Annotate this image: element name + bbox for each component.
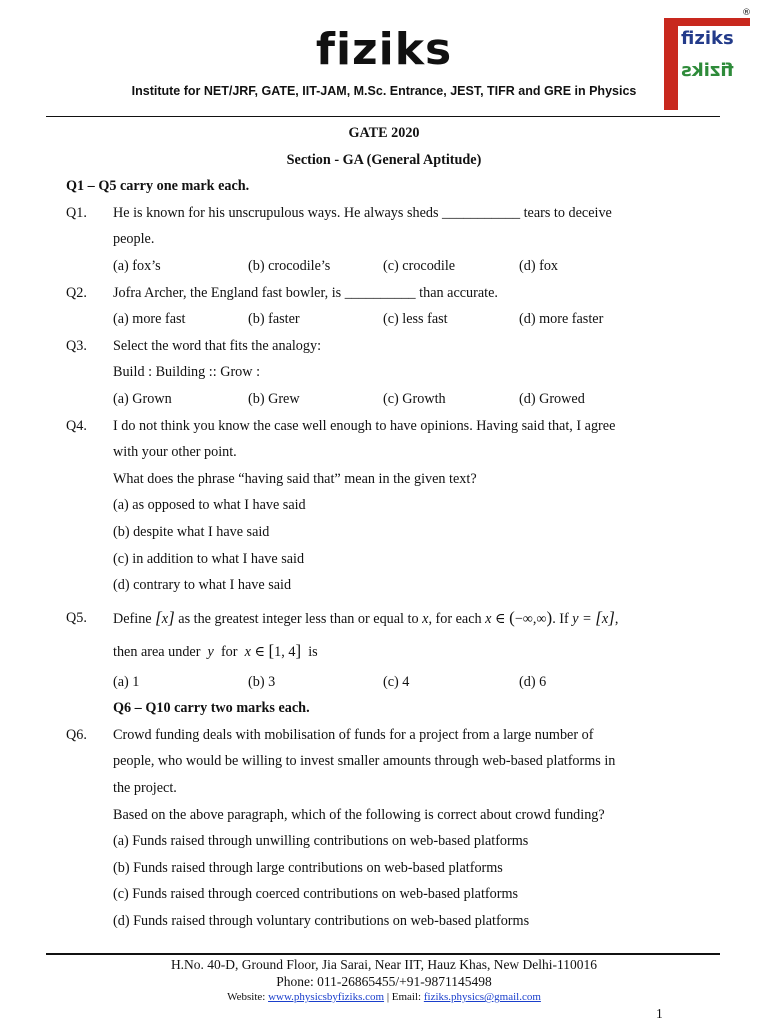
footer	[0, 956, 768, 1005]
question-paper	[0, 120, 768, 935]
question-prompt: Based on the above paragraph, which of the following is correct about crowd funding?	[113, 806, 605, 823]
options-row	[113, 386, 768, 413]
option-d: (d) more faster	[519, 311, 604, 328]
part2-heading: Q6 – Q10 carry two marks each.	[113, 700, 310, 717]
option-b: (b) Grew	[248, 390, 300, 407]
analogy-text: Build : Building :: Grow :	[113, 364, 261, 381]
question-3	[0, 333, 768, 413]
math-y-def: y = [x]	[572, 607, 615, 627]
question-text-end: the project.	[113, 780, 177, 797]
institute-tagline: Institute for NET/JRF, GATE, IIT-JAM, M.Sc. Entrance, JEST, TIFR and GRE in Physics	[131, 84, 637, 98]
text-define: Define	[113, 610, 152, 627]
question-number: Q4.	[66, 417, 87, 434]
question-text-cont	[113, 634, 768, 669]
option-a: (a) Grown	[113, 390, 172, 407]
text-area-under: then area under	[113, 643, 201, 660]
question-text-cont: with your other point.	[113, 444, 237, 461]
question-6	[0, 722, 768, 935]
option-a: (a) more fast	[113, 311, 186, 328]
question-prompt: What does the phrase “having said that” mean in the given text?	[113, 470, 477, 487]
text-is: is	[308, 643, 318, 660]
question-text: Crowd funding deals with mobilisation of funds for a project from a large number of	[113, 726, 594, 743]
option-c: (c) Growth	[383, 390, 446, 407]
footer-address: H.No. 40-D, Ground Floor, Jia Sarai, Near IIT, Hauz Khas, New Delhi-110016	[170, 957, 598, 972]
math-floor-x: [x]	[155, 607, 175, 627]
options-row	[113, 306, 768, 333]
registered-mark: ®	[742, 8, 751, 18]
text-for-each: , for each	[428, 610, 482, 627]
question-text: He is known for his unscrupulous ways. He always sheds ___________ tears to deceive	[113, 204, 612, 221]
footer-phone: Phone: 011-26865455/+91-9871145498	[276, 974, 492, 989]
option-d: (d) Growed	[519, 390, 585, 407]
email-label: | Email:	[386, 991, 422, 1003]
question-number: Q5.	[66, 609, 87, 626]
question-4	[0, 413, 768, 599]
option-d: (d) 6	[519, 673, 547, 690]
exam-title: GATE 2020	[348, 125, 420, 141]
website-label: Website:	[227, 991, 266, 1003]
option-c: (c) in addition to what I have said	[113, 550, 305, 567]
question-text-cont: people.	[113, 231, 155, 248]
math-interval: x ∈ [1, 4]	[241, 640, 302, 660]
logo-word: fiziks	[681, 28, 734, 49]
question-text-cont: people, who would be willing to invest smaller amounts through web-based platforms in	[113, 753, 616, 770]
brand-title: fiziks	[315, 24, 453, 75]
text-definition: as the greatest integer less than or equal to	[178, 610, 419, 627]
option-b: (b) despite what I have said	[113, 523, 270, 540]
section-title: Section - GA (General Aptitude)	[286, 151, 482, 168]
option-a: (a) as opposed to what I have said	[113, 497, 306, 514]
header-divider	[46, 116, 720, 117]
option-b: (b) crocodile’s	[248, 257, 331, 274]
question-number: Q2.	[66, 284, 87, 301]
question-number: Q1.	[66, 204, 87, 221]
footer-contact	[0, 990, 768, 1005]
options-row	[113, 669, 768, 696]
option-c: (c) less fast	[383, 311, 448, 328]
fiziks-logo	[664, 8, 751, 110]
question-text: I do not think you know the case well enough to have opinions. Having said that, I agree	[113, 417, 616, 434]
option-a: (a) 1	[113, 673, 140, 690]
website-link[interactable]: www.physicsbyfiziks.com	[268, 991, 385, 1003]
option-c: (c) Funds raised through coerced contributions on web-based platforms	[113, 886, 519, 903]
question-1	[0, 200, 768, 280]
question-number: Q6.	[66, 726, 87, 743]
math-x: x	[422, 610, 429, 627]
question-2	[0, 280, 768, 333]
logo-word-mirrored: fiziks	[681, 60, 734, 81]
option-a: (a) fox’s	[113, 257, 161, 274]
option-a: (a) Funds raised through unwilling contributions on web-based platforms	[113, 833, 529, 850]
part1-heading: Q1 – Q5 carry one mark each.	[66, 178, 250, 195]
math-domain: x ∈ (−∞,∞)	[485, 607, 553, 627]
option-b: (b) faster	[248, 311, 300, 328]
text-if: . If	[552, 610, 569, 627]
option-b: (b) 3	[248, 673, 276, 690]
logo-bar-vertical	[664, 18, 678, 110]
footer-divider	[46, 953, 720, 955]
question-5	[0, 603, 768, 696]
option-d: (d) fox	[519, 257, 559, 274]
option-d: (d) contrary to what I have said	[113, 577, 292, 594]
email-link[interactable]: fiziks.physics@gmail.com	[423, 991, 541, 1003]
option-b: (b) Funds raised through large contributions on web-based platforms	[113, 859, 503, 876]
question-number: Q3.	[66, 337, 87, 354]
option-d: (d) Funds raised through voluntary contributions on web-based platforms	[113, 913, 530, 930]
options-row	[113, 253, 768, 280]
page-number: 1	[656, 1006, 663, 1021]
option-c: (c) crocodile	[383, 257, 456, 274]
text-for: for	[220, 643, 238, 660]
question-text: Define [x] as the greatest integer less than or equal to x, for each x ∈ (−∞,∞). If y = [x],	[113, 607, 619, 627]
math-y: y	[204, 643, 218, 660]
option-c: (c) 4	[383, 673, 410, 690]
logo-bar-horizontal	[664, 18, 750, 26]
question-text: Jofra Archer, the England fast bowler, is __________ than accurate.	[113, 284, 498, 301]
question-text: Select the word that fits the analogy:	[113, 337, 322, 354]
